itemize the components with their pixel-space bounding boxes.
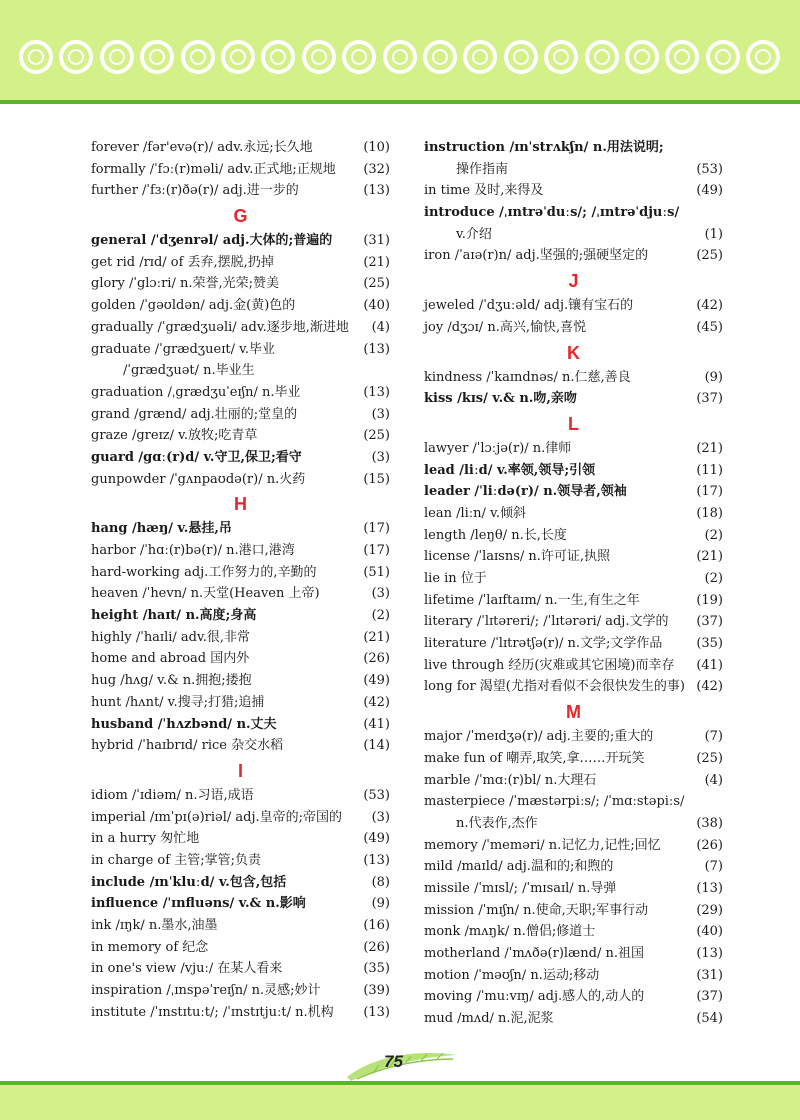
glossary-entry [424, 986, 723, 1008]
entry-text: kiss /kɪs/ v.& n.吻,亲吻 [424, 391, 577, 407]
entry-page-ref: (14) [360, 735, 390, 757]
entry-page-ref: (4) [702, 770, 723, 792]
glossary-entry [91, 159, 390, 181]
entry-text: hard-working adj.工作努力的,辛勤的 [91, 564, 317, 580]
entry-page-ref: (49) [693, 180, 723, 202]
glossary-entry [91, 469, 390, 491]
glossary-entry [424, 159, 723, 181]
entry-text: lifetime /ˈlaɪftaɪm/ n.一生,有生之年 [424, 592, 640, 608]
entry-text: general /ˈdʒenrəl/ adj.大体的;普遍的 [91, 233, 333, 249]
entry-text: in one's view /vjuː/ 在某人看来 [91, 961, 283, 977]
entry-text: graduate /ˈgrædʒueɪt/ v.毕业 [91, 341, 276, 357]
glossary-entry [424, 943, 723, 965]
glossary-entry [424, 856, 723, 878]
entry-page-ref: (21) [360, 252, 390, 274]
entry-page-ref: (13) [360, 180, 390, 202]
letter-heading: I [237, 760, 243, 781]
entry-page-ref: (51) [360, 562, 390, 584]
glossary-entry [424, 245, 723, 267]
glossary-entry [424, 633, 723, 655]
entry-page-ref: (53) [360, 785, 390, 807]
entry-text: 操作指南 [456, 161, 509, 177]
glossary-entry [424, 748, 723, 770]
glossary-entry [91, 605, 390, 627]
glossary-entry [91, 273, 390, 295]
entry-page-ref: (3) [369, 583, 390, 605]
entry-text: moving /ˈmuːvɪŋ/ adj.感人的,动人的 [424, 989, 645, 1005]
binding-ring-icon [423, 40, 457, 74]
entry-page-ref: (17) [360, 518, 390, 540]
letter-heading: L [568, 413, 579, 434]
glossary-entry [424, 791, 723, 813]
letter-heading: M [566, 702, 581, 723]
glossary-entry [424, 835, 723, 857]
entry-text: motion /ˈməʊʃn/ n.运动;移动 [424, 967, 600, 983]
entry-text: graze /greɪz/ v.放牧;吃青草 [91, 428, 258, 444]
entry-text: golden /ˈgəʊldən/ adj.金(黄)色的 [91, 298, 296, 314]
glossary-entry [91, 404, 390, 426]
glossary-entry [91, 670, 390, 692]
glossary-entry [91, 735, 390, 757]
binding-ring-icon [585, 40, 619, 74]
entry-text: memory /ˈmeməri/ n.记忆力,记性;回忆 [424, 837, 661, 853]
entry-page-ref: (3) [369, 404, 390, 426]
entry-text: in memory of 纪念 [91, 939, 209, 955]
entry-page-ref: (32) [360, 159, 390, 181]
entry-text: length /leŋθ/ n.长,长度 [424, 527, 567, 543]
letter-heading: K [567, 342, 580, 363]
entry-text: lawyer /ˈlɔːjə(r)/ n.律师 [424, 440, 572, 456]
glossary-entry [424, 676, 723, 698]
entry-page-ref: (38) [693, 813, 723, 835]
entry-page-ref: (25) [693, 748, 723, 770]
glossary-entry [424, 503, 723, 525]
glossary-entry [424, 726, 723, 748]
entry-page-ref: (4) [369, 317, 390, 339]
entry-text: long for 渴望(尤指对看似不会很快发生的事) [424, 679, 685, 695]
entry-text: in a hurry 匆忙地 [91, 831, 200, 847]
glossary-entry [424, 813, 723, 835]
entry-page-ref: (26) [693, 835, 723, 857]
entry-page-ref: (2) [702, 525, 723, 547]
glossary-entry [91, 714, 390, 736]
glossary-entry [91, 137, 390, 159]
binding-ring-icon [140, 40, 174, 74]
entry-text: monk /mʌŋk/ n.僧侣;修道士 [424, 924, 596, 940]
glossary-entry [91, 648, 390, 670]
glossary-entry [91, 360, 390, 382]
entry-text: home and abroad 国内外 [91, 651, 250, 667]
entry-text: highly /ˈhaɪli/ adv.很,非常 [91, 629, 251, 645]
entry-page-ref: (10) [360, 137, 390, 159]
entry-page-ref: (18) [693, 503, 723, 525]
page-number: 75 [384, 1052, 403, 1071]
entry-text: gunpowder /ˈgʌnpaʊdə(r)/ n.火药 [91, 471, 306, 487]
entry-page-ref: (13) [693, 878, 723, 900]
glossary-entry [91, 583, 390, 605]
entry-text: husband /ˈhʌzbənd/ n.丈夫 [91, 716, 277, 732]
entry-page-ref: (42) [360, 692, 390, 714]
entry-text: further /ˈfɜː(r)ðə(r)/ adj.进一步的 [91, 183, 299, 199]
entry-page-ref: (37) [693, 611, 723, 633]
entry-page-ref: (3) [369, 807, 390, 829]
entry-page-ref: (35) [360, 958, 390, 980]
entry-text: influence /ˈɪnfluəns/ v.& n.影响 [91, 896, 306, 912]
letter-heading: H [234, 494, 247, 515]
entry-text: make fun of 嘲弄,取笑,拿……开玩笑 [424, 750, 645, 766]
binding-ring-icon [342, 40, 376, 74]
entry-text: harbor /ˈhɑː(r)bə(r)/ n.港口,港湾 [91, 543, 295, 558]
entry-text: graduation /ˌgrædʒuˈeɪʃn/ n.毕业 [91, 384, 301, 400]
entry-page-ref: (40) [360, 295, 390, 317]
binding-ring-icon [504, 40, 538, 74]
entry-text: include /ɪnˈkluːd/ v.包含,包括 [91, 874, 287, 890]
glossary-entry [424, 546, 723, 568]
binding-ring-icon [100, 40, 134, 74]
glossary-entry [424, 460, 723, 482]
entry-page-ref: (21) [693, 546, 723, 568]
binding-ring-icon [706, 40, 740, 74]
binding-ring-icon [383, 40, 417, 74]
entry-page-ref: (45) [693, 317, 723, 339]
entry-page-ref: (40) [693, 921, 723, 943]
entry-text: ink /ɪŋk/ n.墨水,油墨 [91, 918, 218, 933]
glossary-entry [91, 828, 390, 850]
entry-text: instruction /ɪnˈstrʌkʃn/ n.用法说明; [424, 140, 664, 155]
entry-text: marble /ˈmɑː(r)bl/ n.大理石 [424, 772, 597, 788]
entry-text: lean /liːn/ v.倾斜 [424, 505, 527, 521]
entry-page-ref: (53) [693, 159, 723, 181]
entry-text: v.介绍 [456, 226, 492, 242]
entry-page-ref: (13) [360, 382, 390, 404]
entry-page-ref: (13) [360, 850, 390, 872]
glossary-entry [91, 893, 390, 915]
glossary-entry [91, 980, 390, 1002]
header-divider [0, 100, 800, 104]
entry-page-ref: (19) [693, 590, 723, 612]
entry-text: iron /ˈaɪə(r)n/ adj.坚强的;强硬坚定的 [424, 248, 649, 264]
entry-page-ref: (7) [702, 856, 723, 878]
entry-text: masterpiece /ˈmæstərpiːs/; /ˈmɑːstəpiːs/ [424, 794, 685, 810]
glossary-entry [424, 525, 723, 547]
glossary-entry [424, 481, 723, 503]
entry-text: mild /maɪld/ adj.温和的;和煦的 [424, 859, 614, 875]
glossary-entry [91, 807, 390, 829]
entry-page-ref: (41) [360, 714, 390, 736]
glossary-right-column [424, 137, 723, 1030]
glossary-entry [91, 295, 390, 317]
entry-text: grand /grænd/ adj.壮丽的;堂皇的 [91, 406, 298, 422]
entry-page-ref: (31) [693, 965, 723, 987]
binding-ring-icon [302, 40, 336, 74]
entry-text: imperial /ɪmˈpɪ(ə)riəl/ adj.皇帝的;帝国的 [91, 809, 343, 825]
glossary-entry [424, 611, 723, 633]
entry-text: n.代表作,杰作 [456, 815, 538, 831]
glossary-entry [424, 367, 723, 389]
glossary-entry [424, 202, 723, 224]
glossary-entry [424, 568, 723, 590]
entry-text: heaven /ˈhevn/ n.天堂(Heaven 上帝) [91, 586, 320, 602]
entry-page-ref: (2) [369, 605, 390, 627]
glossary-entry [91, 339, 390, 361]
glossary-entry [91, 230, 390, 252]
entry-text: /ˈgrædʒuət/ n.毕业生 [123, 363, 255, 379]
glossary-entry [91, 447, 390, 469]
letter-heading: G [233, 206, 248, 227]
entry-text: glory /ˈglɔːri/ n.荣誉,光荣;赞美 [91, 276, 279, 292]
entry-page-ref: (9) [702, 367, 723, 389]
entry-text: get rid /rɪd/ of 丢弃,摆脱,扔掉 [91, 254, 274, 270]
glossary-entry [91, 785, 390, 807]
entry-text: in time 及时,来得及 [424, 183, 544, 199]
entry-page-ref: (25) [360, 273, 390, 295]
glossary-left-column [91, 137, 390, 1023]
glossary-entry [424, 770, 723, 792]
entry-page-ref: (37) [693, 986, 723, 1008]
entry-page-ref: (26) [360, 648, 390, 670]
entry-page-ref: (25) [360, 425, 390, 447]
glossary-entry [91, 252, 390, 274]
entry-page-ref: (54) [693, 1008, 723, 1030]
glossary-entry [91, 958, 390, 980]
entry-page-ref: (17) [360, 540, 390, 562]
glossary-entry [424, 180, 723, 202]
binding-ring-icon [19, 40, 53, 74]
entry-page-ref: (16) [360, 915, 390, 937]
binding-ring-icon [181, 40, 215, 74]
entry-text: hug /hʌg/ v.& n.拥抱;搂抱 [91, 673, 252, 689]
glossary-entry [424, 1008, 723, 1030]
glossary-entry [91, 518, 390, 540]
entry-page-ref: (29) [693, 900, 723, 922]
entry-page-ref: (37) [693, 388, 723, 410]
glossary-entry [91, 317, 390, 339]
entry-text: mud /mʌd/ n.泥,泥浆 [424, 1011, 554, 1027]
entry-page-ref: (13) [360, 1002, 390, 1024]
entry-text: gradually /ˈgrædʒuəli/ adv.逐步地,渐进地 [91, 319, 349, 335]
entry-page-ref: (8) [369, 872, 390, 894]
entry-page-ref: (1) [702, 224, 723, 246]
entry-text: literary /ˈlɪtəreri/; /ˈlɪtərəri/ adj.文学的 [424, 614, 669, 630]
entry-page-ref: (17) [693, 481, 723, 503]
binding-ring-icon [746, 40, 780, 74]
entry-page-ref: (42) [693, 295, 723, 317]
entry-text: joy /dʒɔɪ/ n.高兴,愉快,喜悦 [424, 319, 587, 335]
glossary-entry [424, 438, 723, 460]
entry-page-ref: (49) [360, 828, 390, 850]
glossary-entry [91, 180, 390, 202]
glossary-entry [424, 900, 723, 922]
entry-text: lie in 位于 [424, 571, 487, 586]
glossary-entry [91, 540, 390, 562]
binding-ring-icon [544, 40, 578, 74]
entry-text: idiom /ˈɪdiəm/ n.习语,成语 [91, 787, 254, 803]
entry-page-ref: (41) [693, 655, 723, 677]
glossary-entry [91, 1002, 390, 1024]
glossary-entry [91, 937, 390, 959]
entry-page-ref: (21) [360, 627, 390, 649]
entry-text: jeweled /ˈdʒuːəld/ adj.镶有宝石的 [424, 298, 634, 314]
entry-text: formally /ˈfɔː(r)məli/ adv.正式地;正规地 [91, 161, 336, 177]
glossary-entry [424, 590, 723, 612]
entry-text: literature /ˈlɪtrətʃə(r)/ n.文学;文学作品 [424, 636, 663, 652]
glossary-entry [424, 224, 723, 246]
entry-page-ref: (13) [360, 339, 390, 361]
glossary-entry [424, 295, 723, 317]
entry-page-ref: (9) [369, 893, 390, 915]
entry-text: major /ˈmeɪdʒə(r)/ adj.主要的;重大的 [424, 729, 654, 745]
entry-text: in charge of 主管;掌管;负责 [91, 852, 261, 868]
entry-text: hang /hæŋ/ v.悬挂,吊 [91, 521, 232, 537]
entry-page-ref: (26) [360, 937, 390, 959]
glossary-entry [424, 137, 723, 159]
entry-page-ref: (2) [702, 568, 723, 590]
entry-text: inspiration /ˌɪnspəˈreɪʃn/ n.灵感;妙计 [91, 983, 321, 999]
entry-text: hybrid /ˈhaɪbrɪd/ rice 杂交水稻 [91, 738, 284, 754]
entry-text: leader /ˈliːdə(r)/ n.领导者,领袖 [424, 484, 627, 500]
glossary-entry [91, 627, 390, 649]
glossary-entry [91, 850, 390, 872]
glossary-entry [91, 915, 390, 937]
entry-page-ref: (49) [360, 670, 390, 692]
glossary-entry [424, 921, 723, 943]
entry-text: lead /liːd/ v.率领,领导;引领 [424, 462, 596, 478]
entry-text: kindness /ˈkaɪndnəs/ n.仁慈,善良 [424, 369, 631, 385]
glossary-entry [91, 692, 390, 714]
entry-text: height /haɪt/ n.高度;身高 [91, 608, 257, 624]
entry-text: guard /gɑː(r)d/ v.守卫,保卫;看守 [91, 449, 302, 465]
entry-text: live through 经历(灾难或其它困境)而幸存 [424, 657, 675, 673]
page-footer-band [0, 1085, 800, 1120]
glossary-entry [424, 388, 723, 410]
binding-ring-icon [625, 40, 659, 74]
letter-heading: J [568, 271, 579, 292]
glossary-entry [424, 317, 723, 339]
entry-page-ref: (25) [693, 245, 723, 267]
glossary-entry [424, 655, 723, 677]
entry-text: institute /ˈɪnstɪtuːt/; /ˈɪnstɪtjuːt/ n.机构 [91, 1004, 334, 1020]
entry-page-ref: (42) [693, 676, 723, 698]
entry-page-ref: (35) [693, 633, 723, 655]
entry-text: forever /fər'evə(r)/ adv.永远;长久地 [91, 140, 313, 155]
glossary-entry [91, 872, 390, 894]
entry-text: introduce /ˌɪntrəˈduːs/; /ˌɪntrəˈdjuːs/ [424, 205, 680, 221]
entry-text: mission /ˈmɪʃn/ n.使命,天职;军事行动 [424, 902, 649, 918]
glossary-entry [91, 382, 390, 404]
entry-page-ref: (11) [693, 460, 723, 482]
entry-text: license /ˈlaɪsns/ n.许可证,执照 [424, 549, 611, 565]
entry-page-ref: (3) [369, 447, 390, 469]
entry-text: missile /ˈmɪsl/; /ˈmɪsaɪl/ n.导弹 [424, 880, 617, 896]
glossary-entry [424, 965, 723, 987]
glossary-entry [91, 425, 390, 447]
glossary-entry [424, 878, 723, 900]
glossary-entry [91, 562, 390, 584]
entry-text: motherland /ˈmʌðə(r)lænd/ n.祖国 [424, 946, 644, 961]
entry-page-ref: (7) [702, 726, 723, 748]
entry-page-ref: (13) [693, 943, 723, 965]
entry-page-ref: (39) [360, 980, 390, 1002]
entry-page-ref: (15) [360, 469, 390, 491]
entry-text: hunt /hʌnt/ v.搜寻;打猎;追捕 [91, 694, 265, 710]
binding-ring-icon [221, 40, 255, 74]
entry-page-ref: (31) [360, 230, 390, 252]
entry-page-ref: (21) [693, 438, 723, 460]
